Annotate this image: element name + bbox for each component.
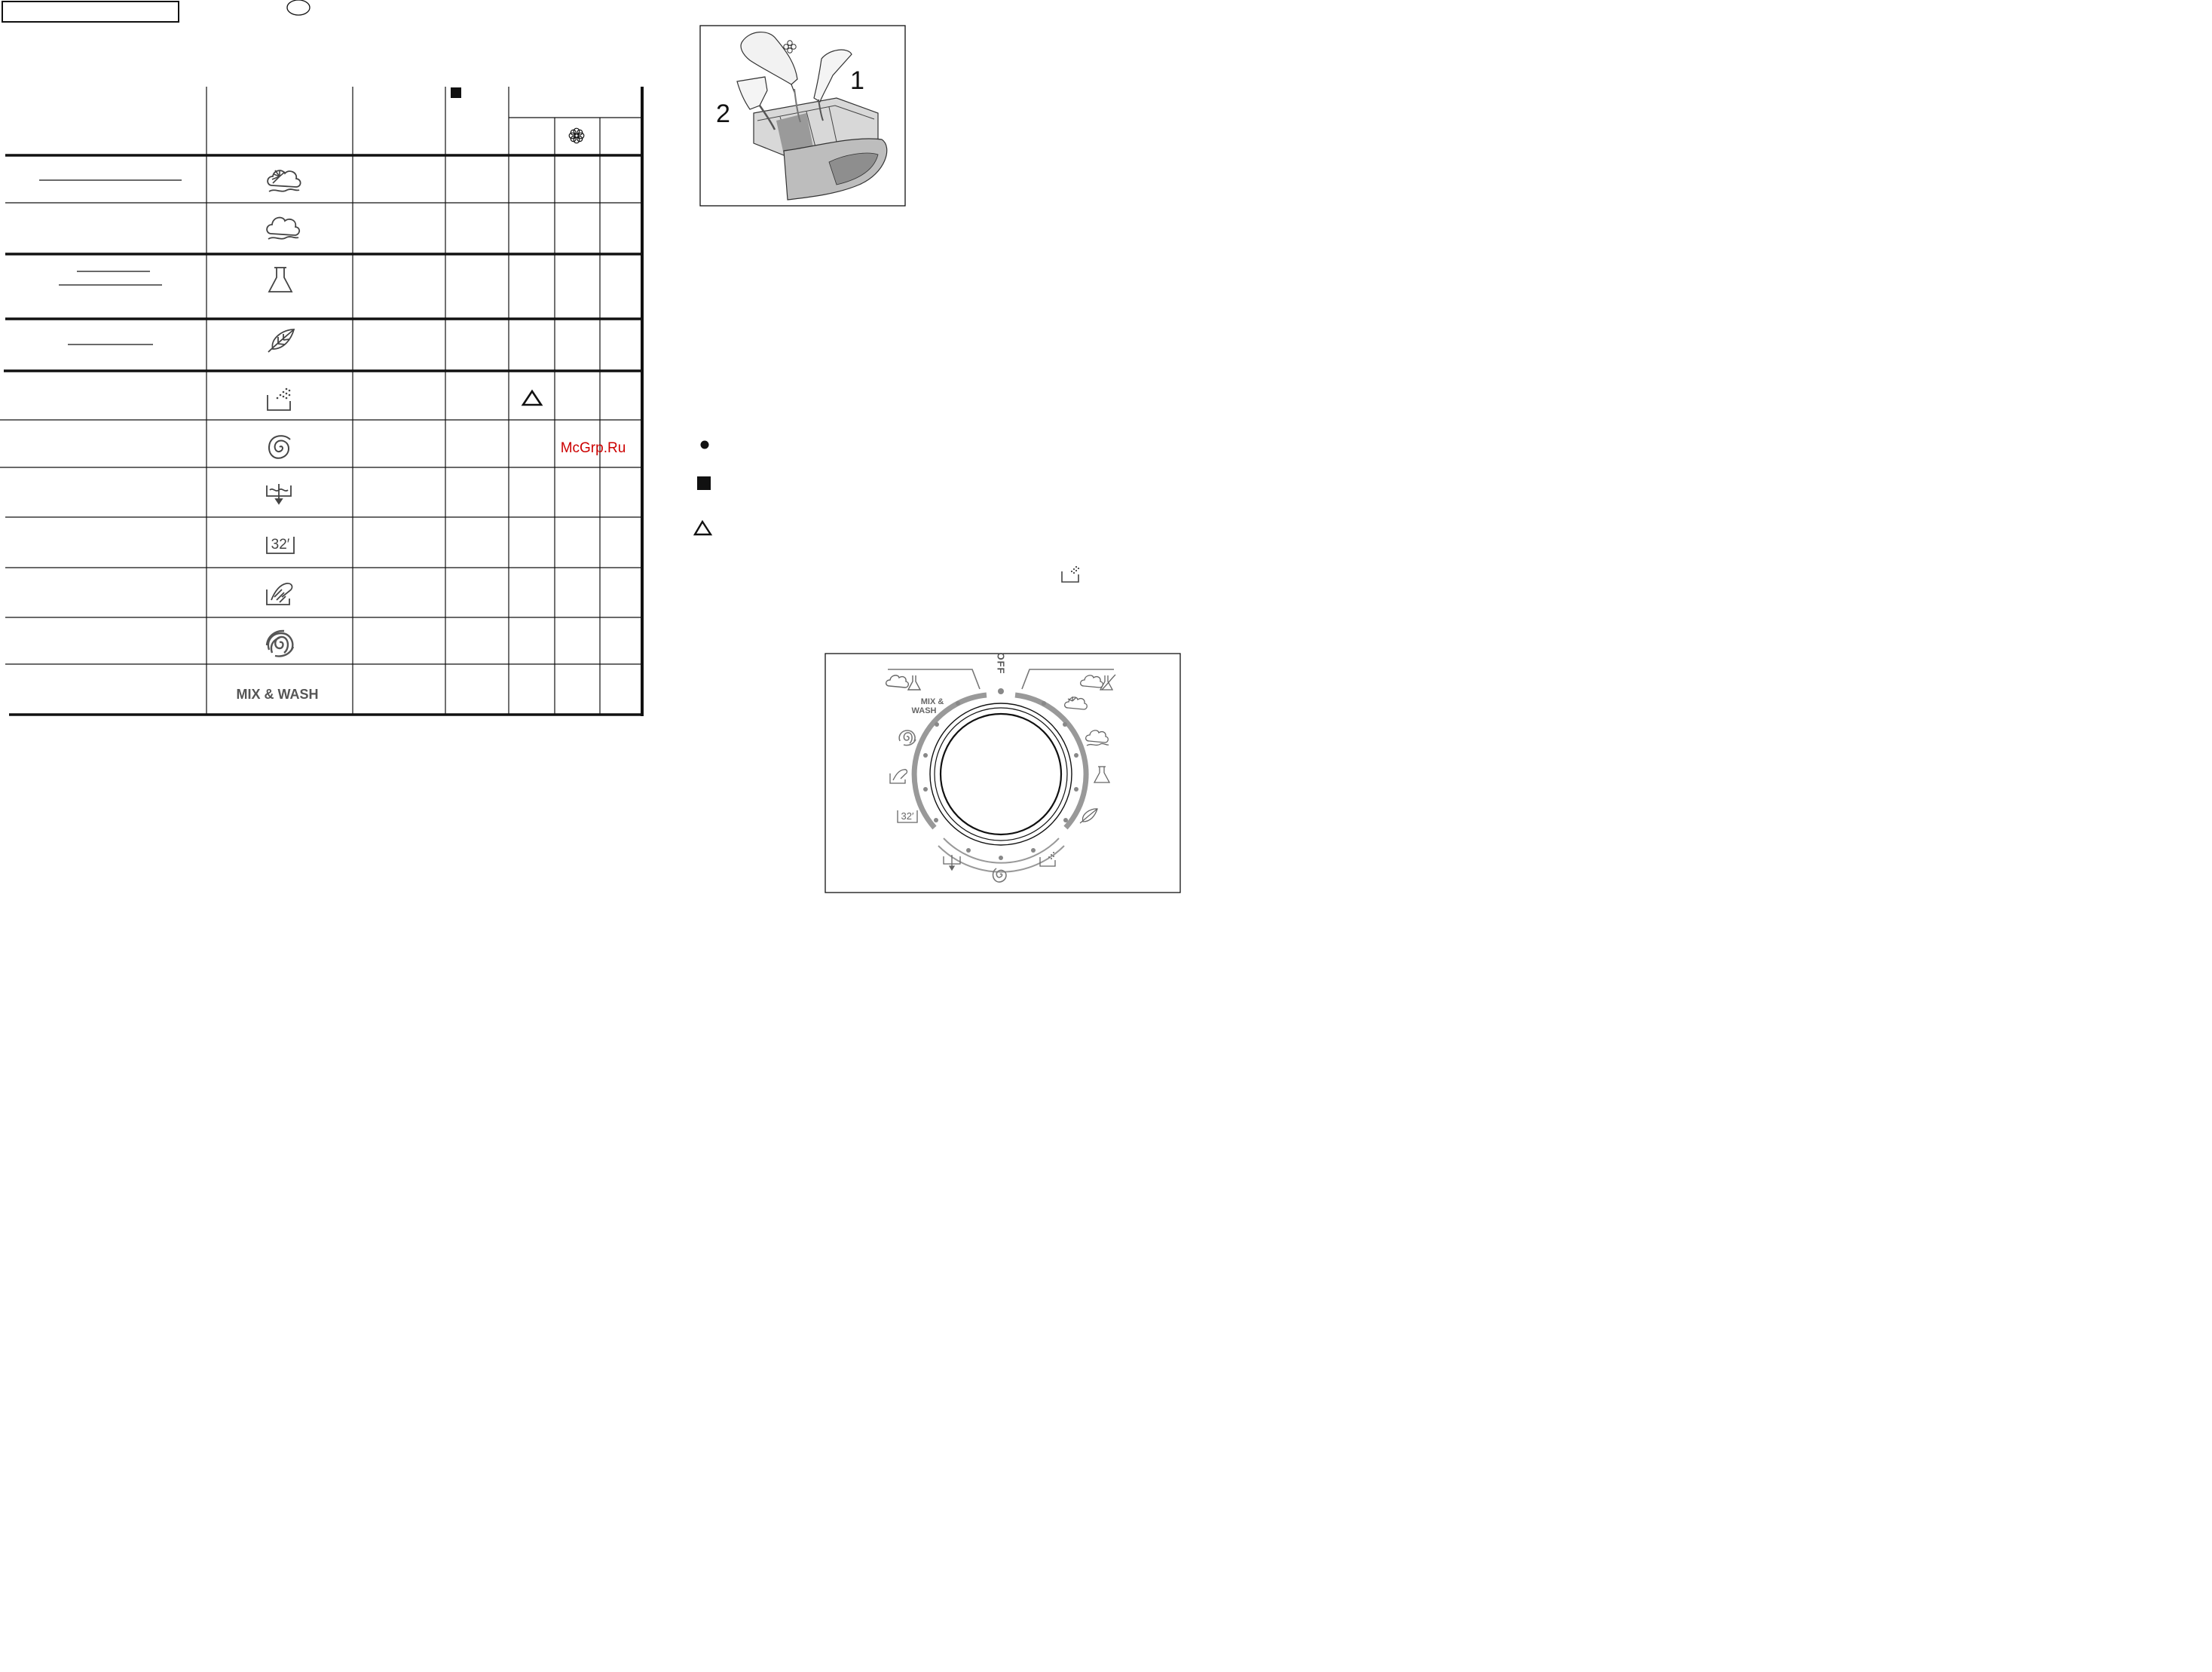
dispenser-figure (700, 26, 905, 206)
rinse-reference-icon (1062, 566, 1079, 582)
delicates-icon (268, 329, 294, 352)
programme-dial-figure (825, 653, 1180, 893)
svg-text:32′: 32′ (271, 537, 290, 553)
dispenser-label-2: 2 (716, 100, 730, 128)
header-square-icon (451, 87, 461, 98)
softener-flower-icon (569, 128, 584, 143)
manual-page (0, 0, 1182, 893)
language-badge (287, 0, 310, 15)
hand-wash-icon (267, 583, 292, 605)
wool-icon (267, 631, 293, 657)
programme-table (0, 87, 642, 716)
drain-icon (267, 484, 291, 504)
dial-off-dot (998, 688, 1004, 694)
square-icon (697, 476, 711, 490)
mix-and-wash-label: MIX & WASH (236, 687, 319, 702)
rinse-icon (268, 388, 290, 410)
triangle-icon (695, 522, 711, 534)
dispenser-label-1: 1 (850, 66, 864, 95)
dial-off-label: OFF (995, 652, 1007, 675)
rinse-row-triangle-marker (523, 391, 541, 405)
cotton-stain-icon (268, 170, 301, 191)
dial-mix-wash-line2: WASH (911, 706, 937, 715)
spin-icon (269, 436, 290, 458)
svg-text:32′: 32′ (901, 810, 914, 822)
dial-mix-wash-line1: MIX & (920, 697, 944, 706)
rapid-32-icon (267, 537, 294, 553)
watermark: McGrp.Ru (560, 440, 626, 456)
cotton-icon (267, 218, 299, 239)
header-title-box (2, 2, 179, 22)
dot-icon (701, 441, 709, 449)
synthetics-icon (269, 268, 292, 292)
